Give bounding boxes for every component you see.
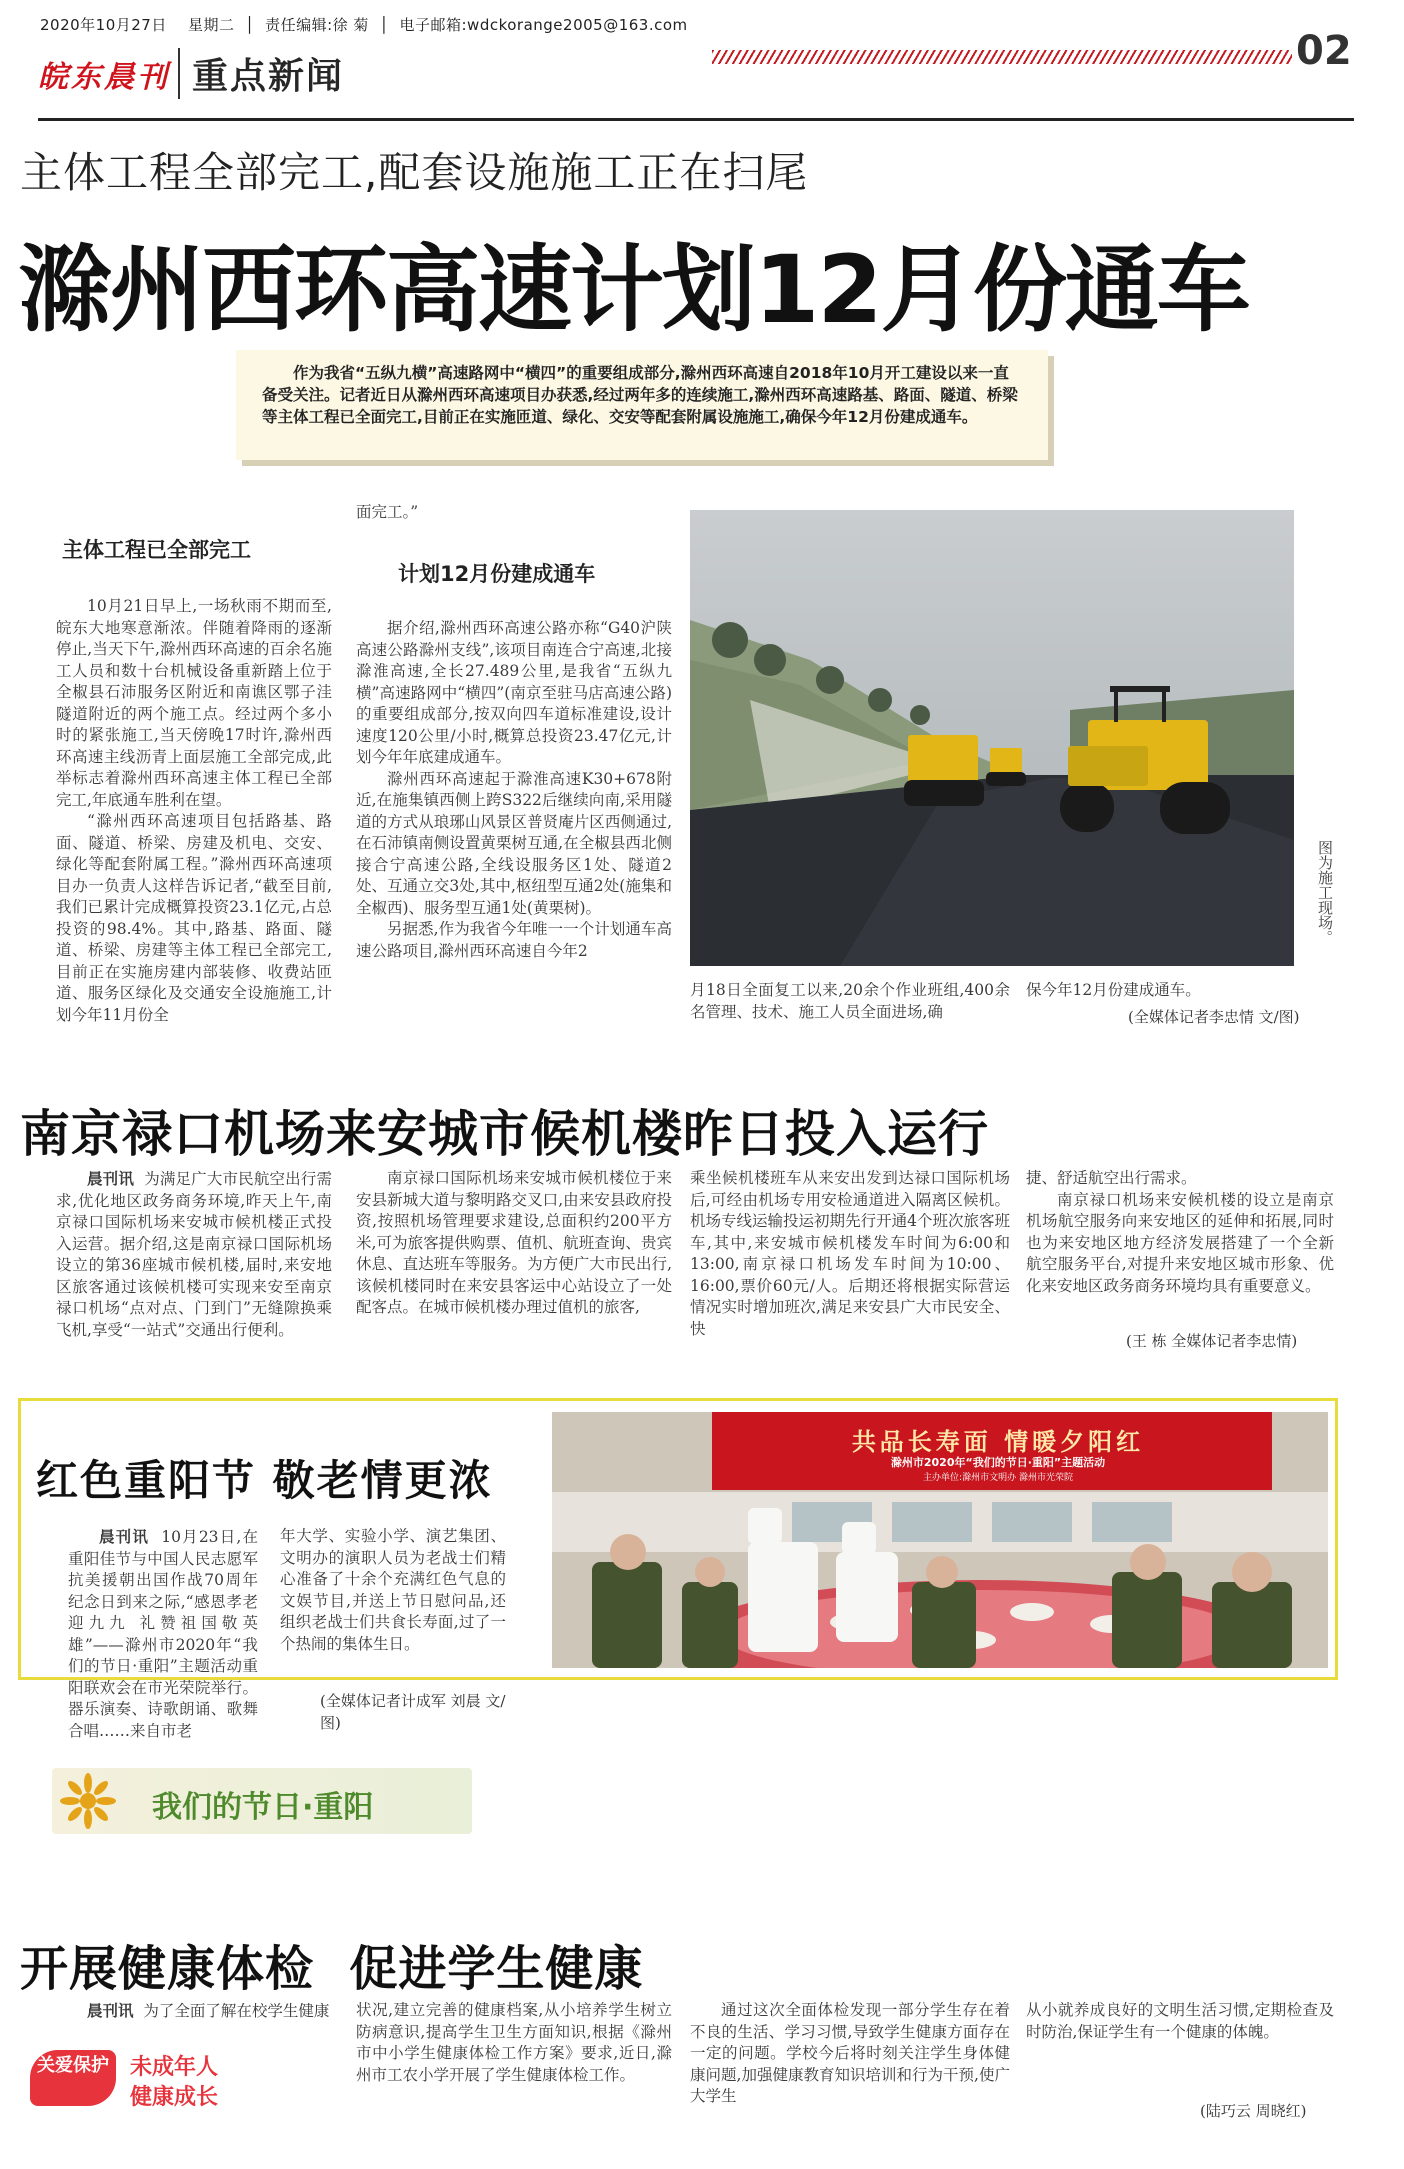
article4-headline: 开展健康体检 促进学生健康 xyxy=(20,1941,644,1997)
article2-headline: 南京禄口机场来安城市候机楼昨日投入运行 xyxy=(20,1105,989,1163)
article3-headline: 红色重阳节 敬老情更浓 xyxy=(36,1456,493,1505)
article4-column-4 xyxy=(1026,2000,1334,2043)
paragraph-text: 为满足广大市民航空出行需求,优化地区政务商务环境,昨天上午,南京禄口国际机场来安城市候机楼正式投入运营。据介绍,这是南京禄口国际机场设立的第36座城市候机楼,届时,来安地区旅客通过该候机楼可实现来安至南京禄口机场“点对点、门到门”无缝隙换乘飞机,享受“一站式”交通出行便利。 xyxy=(56,1170,332,1339)
header-email: 电子邮箱:wdckorange2005@163.com xyxy=(399,16,688,34)
article1-subheadline: 主体工程全部完工,配套设施施工正在扫尾 xyxy=(20,148,809,197)
banner-title: 共品长寿面 情暖夕阳红 xyxy=(851,1428,1145,1456)
header-rule xyxy=(38,118,1354,121)
article1-headline: 滁州西环高速计划12月份通车 xyxy=(18,236,1249,345)
photo-caption-vertical: 图为施工现场。 xyxy=(1316,840,1334,945)
article1-section1-title: 主体工程已全部完工 xyxy=(62,538,251,562)
paragraph-text: 为了全面了解在校学生健康 xyxy=(143,2002,330,2020)
banner-organizers: 主办单位:滁州市文明办 滁州市光荣院 xyxy=(923,1473,1073,1483)
paper-logo: 皖东晨刊 xyxy=(38,60,170,95)
article4-credit: (陆巧云 周晓红) xyxy=(1200,2102,1307,2120)
banner-subtitle: 滁州市2020年“我们的节日·重阳”主题活动 xyxy=(890,1456,1106,1469)
chongyang-event-photo xyxy=(552,1412,1328,1668)
article3-credit: (全媒体记者计成军 刘晨 文/图) xyxy=(320,1692,506,1732)
article4-column-2 xyxy=(356,2000,672,2086)
byline: 晨刊讯 xyxy=(99,1527,150,1546)
header-weekday: 星期二 xyxy=(187,16,235,34)
page-number: 02 xyxy=(1296,28,1352,74)
paragraph: “滁州西环高速项目包括路基、路面、隧道、桥梁、房建及机电、交安、绿化等配套附属工程。”滁州西环高速项目办一负责人这样告诉记者,“截至目前,我们已累计完成概算投资23.1亿元,占总投资的98.4%。其中,路基、路面、隧道、桥梁、房建等主体工程已全部完工,目前正在实施房建内部装修、收费站匝道、服务区绿化及交通安全设施施工,计划今年11月份全 xyxy=(56,812,332,1024)
article1-lead: 作为我省“五纵九横”高速路网中“横四”的重要组成部分,滁州西环高速自2018年10月开工建设以来一直备受关注。记者近日从滁州西环高速项目办获悉,经过两年多的连续施工,滁州西环高速路基、路面、隧道、桥梁等主体工程已全面完工,目前正在实施匝道、绿化、交安等配套附属设施施工,确保今年12月份建成通车。 xyxy=(236,350,1048,460)
article2-column-1 xyxy=(56,1168,332,1341)
festival-logo xyxy=(52,1768,472,1834)
paragraph: 通过这次全面体检发现一部分学生存在着不良的生活、学习习惯,导致学生健康方面存在一定的问题。学校今后将时刻关注学生身体健康问题,加强健康教育知识培训和行为干预,使广大学生 xyxy=(690,2001,1010,2105)
header-date: 2020年10月27日 xyxy=(40,16,167,34)
article2-column-4 xyxy=(1026,1168,1334,1297)
paragraph xyxy=(56,2000,332,2023)
badge-line-1: 未成年人 xyxy=(130,2055,219,2080)
paragraph: 年大学、实验小学、演艺集团、文明办的演职人员为老战士们精心准备了十余个充满红色气息的文娱节目,并送上节日慰问品,还组织老战士们共食长寿面,过了一个热闹的集体生日。 xyxy=(280,1527,506,1653)
byline: 晨刊讯 xyxy=(87,1169,134,1188)
paragraph: 南京禄口机场来安候机楼的设立是南京机场航空服务向来安地区的延伸和拓展,同时也为来安地区地方经济发展搭建了一个全新航空服务平台,对提升来安地区城市形象、优化来安地区政务商务环境均具有重要意义。 xyxy=(1026,1190,1334,1295)
paragraph: 乘坐候机楼班车从来安出发到达禄口国际机场后,可经由机场专用安检通道进入隔离区候机。机场专线运输投运初期先行开通4个班次旅客班车,其中,来安城市候机楼发车时间为6:00和13:00,南京禄口机场发车时间为10:00、16:00,票价60元/人。后期还将根据实际营运情况实时增加班次,满足来安县广大市民安全、快 xyxy=(690,1169,1010,1338)
chrysanthemum-icon xyxy=(58,1771,118,1831)
badge-line-2: 健康成长 xyxy=(130,2085,219,2110)
festival-logo-text: 我们的节日·重阳 xyxy=(152,1790,374,1825)
paragraph: 据介绍,滁州西环高速公路亦称“G40沪陕高速公路滁州支线”,该项目南连合宁高速,北接滁淮高速,全长27.489公里,是我省“五纵九横”高速路网中“横四”(南京至驻马店高速公路)的重要组成部分,按双向四车道标准建设,设计速度120公里/小时,概算总投资23.47亿元,计划今年年底建成通车。 xyxy=(356,619,672,766)
header-stripe-decoration xyxy=(712,50,1292,64)
paragraph-text: 10月23日,在重阳佳节与中国人民志愿军抗美援朝出国作战70周年纪念日到来之际,“感恩孝老迎九九 礼赞祖国敬英雄”——滁州市2020年“我们的节日·重阳”主题活动重阳联欢会在市光荣院举行。器乐演奏、诗歌朗诵、歌舞合唱……来自市老 xyxy=(68,1528,258,1740)
paragraph: 滁州西环高速起于滁淮高速K30+678附近,在施集镇西侧上跨S322后继续向南,采用隧道的方式从琅琊山风景区普贤庵片区西侧通过,在石沛镇南侧设置黄栗树互通,在全椒县西北侧接合宁高速公路,全线设服务区1处、隧道2处、互通立交3处,其中,枢纽型互通2处(施集和全椒西)、服务型互通1处(黄栗树)。 xyxy=(356,769,672,917)
section-name: 重点新闻 xyxy=(178,48,344,99)
article4-column-3 xyxy=(690,2000,1010,2108)
article4-column-1 xyxy=(56,2000,332,2023)
byline: 晨刊讯 xyxy=(87,2001,134,2020)
paragraph xyxy=(68,1526,258,1742)
article1-col2-top: 面完工。” xyxy=(356,503,419,521)
minor-protection-badge xyxy=(30,2044,316,2116)
article2-credit: (王 栋 全媒体记者李忠情) xyxy=(1126,1332,1298,1350)
badge-care: 关爱保护 xyxy=(30,2050,116,2106)
paragraph: 捷、舒适航空出行需求。 xyxy=(1026,1169,1197,1187)
article1-column-2 xyxy=(356,618,672,962)
article1-section2-title: 计划12月份建成通车 xyxy=(398,562,596,586)
road-photo-illustration xyxy=(690,510,1294,966)
article1-column-1 xyxy=(56,596,332,1026)
road-construction-photo xyxy=(690,510,1294,966)
article3-column-1 xyxy=(68,1526,258,1742)
article3-column-2 xyxy=(280,1526,506,1655)
article1-column-3: 月18日全面复工以来,20余个作业班组,400余名管理、技术、施工人员全面进场,确 xyxy=(690,981,1010,1021)
article1-credit: (全媒体记者李忠情 文/图) xyxy=(1128,1008,1300,1026)
paragraph: 另据悉,作为我省今年唯一一个计划通车高速公路项目,滁州西环高速自今年2 xyxy=(356,920,672,960)
article1-column-4: 保今年12月份建成通车。 xyxy=(1026,981,1201,999)
paragraph xyxy=(56,1168,332,1341)
paragraph: 状况,建立完善的健康档案,从小培养学生树立防病意识,提高学生卫生方面知识,根据《滁州市中小学生健康体检工作方案》要求,近日,滁州市工农小学开展了学生健康体检工作。 xyxy=(356,2001,672,2084)
paragraph: 10月21日早上,一场秋雨不期而至,皖东大地寒意渐浓。伴随着降雨的逐渐停止,当天下午,滁州西环高速的百余名施工人员和数十台机械设备重新踏上位于全椒县石沛服务区附近和南谯区鄂子洼隧道附近的两个施工点。经过两个多小时的紧张施工,当天傍晚17时许,滁州西环高速主线沥青上面层施工全部完成,此举标志着滁州西环高速主体工程已全部完工,年底通车胜利在望。 xyxy=(56,597,332,809)
header-meta: 2020年10月27日 星期二 │ 责任编辑:徐 菊 │ 电子邮箱:wdckorange2005@163.com xyxy=(40,16,688,34)
article2-column-3 xyxy=(690,1168,1010,1340)
paragraph: 从小就养成良好的文明生活习惯,定期检查及时防治,保证学生有一个健康的体魄。 xyxy=(1026,2001,1334,2041)
paragraph: 南京禄口国际机场来安城市候机楼位于来安县新城大道与黎明路交叉口,由来安县政府投资,按照机场管理要求建设,总面积约200平方米,可为旅客提供购票、值机、航班查询、贵宾休息、直达班车等服务。为方便广大市民出行,该候机楼同时在来安县客运中心站设立了一处配客点。在城市候机楼办理过值机的旅客, xyxy=(356,1169,672,1316)
article2-column-2 xyxy=(356,1168,672,1319)
header-editor: 责任编辑:徐 菊 xyxy=(265,16,369,34)
